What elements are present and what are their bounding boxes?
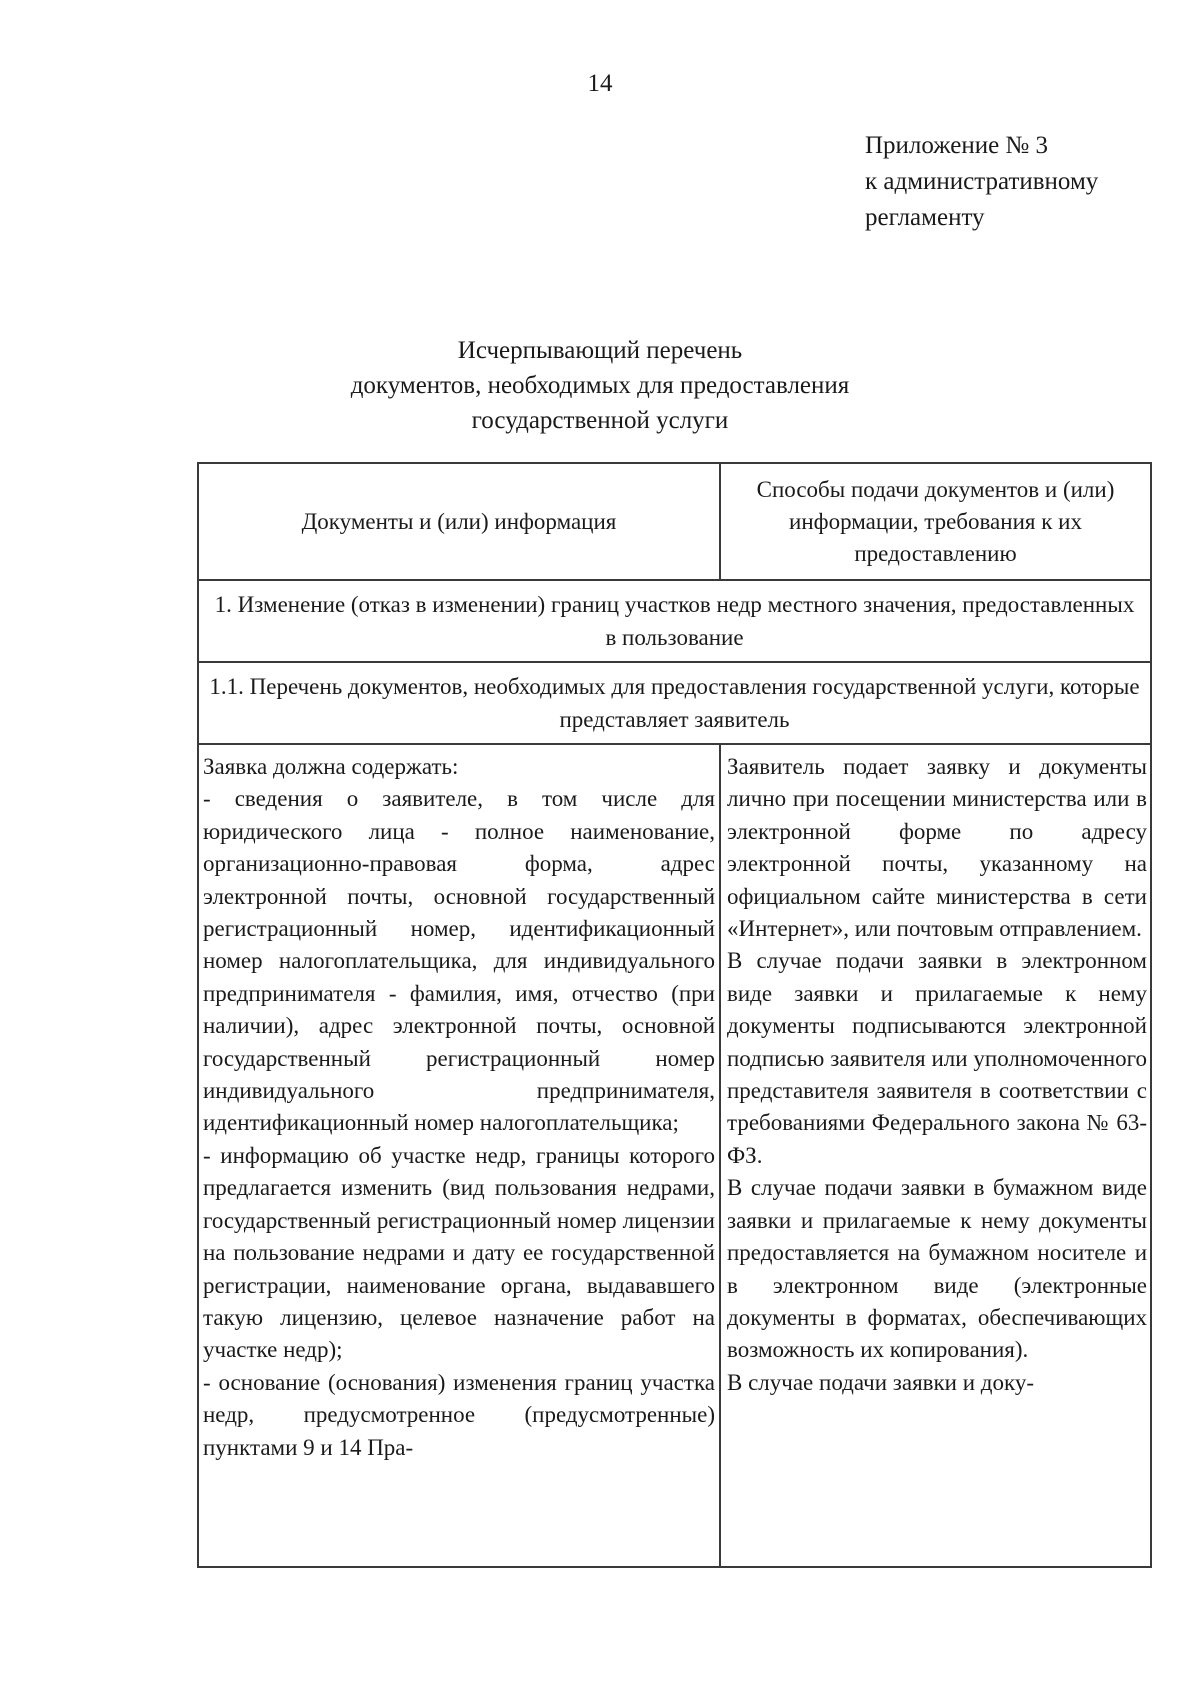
table-header-row xyxy=(198,463,1151,580)
appendix-line-3: регламенту xyxy=(865,204,985,231)
right-paragraph-2: В случае подачи заявки в электронном виде заявки и прилагаемые к нему документы подписываются электронной подписью заявителя или уполномоченного представителя заявителя в соответствии с требованиями Федерального закона № 63-ФЗ. xyxy=(727,948,1147,1168)
header-documents: Документы и (или) информация xyxy=(198,463,720,580)
left-paragraph-1: Заявка должна содержать: xyxy=(203,754,459,779)
section-heading-1-1: 1.1. Перечень документов, необходимых для предоставления государственной услуги, которые представляет заявитель xyxy=(198,662,1151,744)
right-paragraph-1: Заявитель подает заявку и документы лично при посещении министерства или в электронной форме по адресу электронной почты, указанному на официальном сайте министерства в сети «Интернет», или почтовым отправлением. xyxy=(727,754,1147,942)
appendix-line-2: к административному xyxy=(865,168,1099,195)
right-paragraph-4: В случае подачи заявки и доку- xyxy=(727,1369,1035,1395)
page-number: 14 xyxy=(587,70,613,97)
submission-cell xyxy=(720,744,1151,1567)
right-paragraph-3: В случае подачи заявки в бумажном виде заявки и прилагаемые к нему документы предоставляется на бумажном носителе и в электронном виде (электронные документы в форматах, обеспечивающих возможность их копирования). xyxy=(727,1175,1147,1363)
header-submission-methods: Способы подачи документов и (или) информации, требования к их предоставлению xyxy=(720,463,1151,580)
left-paragraph-3: - информацию об участке недр, границы которого предлагается изменить (вид пользования недрами, государственный регистрационный номер лицензии на пользование недрами и дату ее государственной регистрации, наименование органа, выдававшего такую лицензию, целевое назначение работ на участке недр); xyxy=(203,1142,715,1363)
appendix-note xyxy=(865,128,1098,236)
title-line-1: Исчерпывающий перечень xyxy=(457,337,743,364)
title-line-2: документов, необходимых для предоставления xyxy=(350,372,850,399)
title-line-3: государственной услуги xyxy=(471,407,729,434)
left-paragraph-2: - сведения о заявителе, в том числе для юридического лица - полное наименование, организационно-правовая форма, адрес электронной почты, основной государственный регистрационный номер, идентификационный номер налогоплательщика, для индивидуального предпринимателя - фамилия, имя, отчество (при наличии), адрес электронной почты, основной государственный регистрационный номер индивидуального предпринимателя, идентификационный номер налогоплательщика; xyxy=(203,786,715,1136)
document-title xyxy=(0,333,1200,438)
section-heading-1: 1. Изменение (отказ в изменении) границ участков недр местного значения, предоставленных в пользование xyxy=(198,580,1151,662)
appendix-line-1: Приложение № 3 xyxy=(865,132,1049,159)
subsection-row xyxy=(198,662,1151,744)
table-row xyxy=(198,744,1151,1567)
section-row xyxy=(198,580,1151,662)
documents-table xyxy=(197,462,1152,1568)
left-paragraph-4: - основание (основания) изменения границ участка недр, предусмотренное (предусмотренные) пунктами 9 и 14 Пра- xyxy=(203,1369,715,1460)
documents-cell xyxy=(198,744,720,1567)
